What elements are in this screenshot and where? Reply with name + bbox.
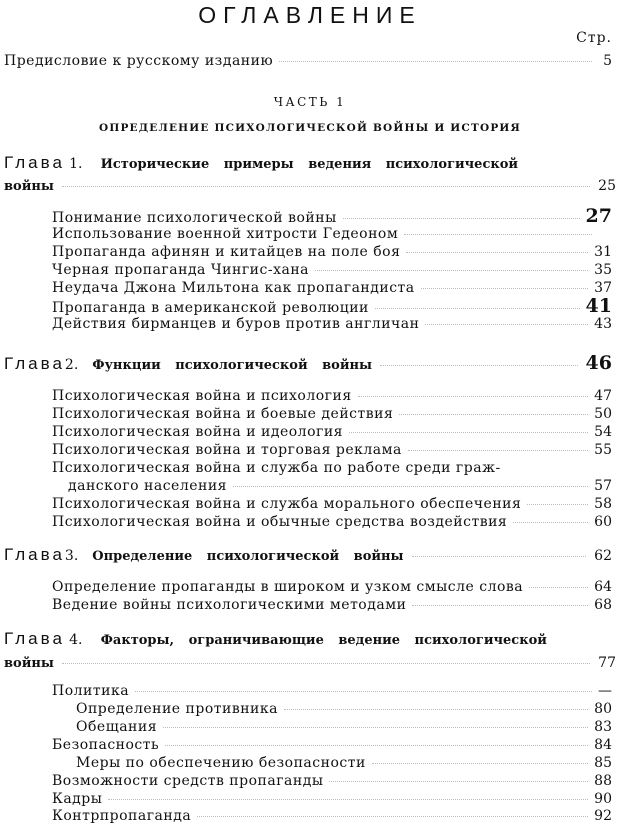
entry-text: Пропаганда афинян и китайцев на поле боя (52, 244, 401, 260)
chapter-number: 3. (64, 548, 79, 564)
leader-dots (412, 605, 588, 606)
toc-entry[interactable] (52, 513, 612, 531)
leader-dots (163, 727, 588, 728)
entry-text: Определение противника (76, 701, 278, 717)
entry-page: 68 (594, 597, 612, 613)
leader-dots (358, 396, 589, 397)
chapter-number: 2. (64, 357, 79, 373)
toc-entry[interactable] (52, 243, 612, 261)
toc-entry[interactable] (76, 718, 612, 736)
chapter-title: Определение психологической войны (92, 549, 404, 564)
toc-entry[interactable] (52, 387, 612, 405)
leader-dots (406, 252, 588, 253)
leader-dots (349, 432, 588, 433)
leader-dots (233, 486, 588, 487)
part-label: ЧАСТЬ 1 (273, 95, 347, 109)
leader-dots (372, 763, 588, 764)
toc-entry[interactable] (52, 261, 612, 279)
entry-page: 27 (585, 205, 612, 227)
entry-text: Обещания (76, 719, 158, 735)
leader-dots (165, 745, 588, 746)
entry-page: 41 (585, 295, 612, 317)
toc-entry[interactable] (52, 423, 612, 441)
chapter-title: Исторические примеры ведения психологической (100, 157, 519, 172)
chapter-word: Глава (4, 545, 65, 564)
leader-dots (408, 450, 588, 451)
toc-entry[interactable] (52, 315, 612, 333)
entry-page: 64 (594, 579, 612, 595)
leader-dots (425, 324, 588, 325)
entry-page: 84 (594, 737, 612, 753)
entry-text: Политика (52, 683, 130, 699)
chapter-heading[interactable] (4, 352, 616, 377)
entry-text: данского населения (68, 478, 228, 494)
entry-page: 50 (594, 406, 612, 422)
leader-dots (399, 414, 588, 415)
leader-dots (421, 288, 589, 289)
chapter-heading[interactable] (4, 544, 616, 568)
leader-dots (343, 218, 580, 219)
leader-dots (62, 186, 590, 187)
toc-entry[interactable] (52, 207, 612, 227)
entry-page: 85 (594, 755, 612, 771)
leader-dots (62, 663, 590, 664)
entry-page: 88 (594, 773, 612, 789)
entry-text: Психологическая война и идеология (52, 424, 343, 440)
chapter-word: Глава (4, 354, 65, 373)
entry-text: Определение пропаганды в широком и узком смысле слова (52, 579, 524, 595)
entry-page: — (598, 683, 612, 699)
toc-entry[interactable] (52, 297, 612, 317)
leader-dots (284, 709, 588, 710)
chapter-page: 62 (594, 548, 612, 564)
chapter-heading[interactable] (4, 628, 616, 652)
toc-entry[interactable] (52, 405, 612, 423)
part-subtitle: ОПРЕДЕЛЕНИЕ ПСИХОЛОГИЧЕСКОЙ ВОЙНЫ И ИСТОРИЯ (98, 122, 522, 134)
entry-text: Возможности средств пропаганды (52, 773, 324, 789)
leader-dots (375, 308, 580, 309)
entry-text: Безопасность (52, 737, 160, 753)
entry-text: Кадры (52, 791, 103, 807)
chapter-page: 77 (598, 655, 616, 671)
toc-entry[interactable] (52, 807, 612, 825)
page-column-label: Стр. (576, 30, 612, 46)
entry-page: 90 (594, 791, 612, 807)
chapter-title-cont: войны (4, 656, 54, 671)
chapter-page: 46 (585, 352, 612, 374)
entry-text: Понимание психологической войны (52, 210, 337, 226)
chapter-heading-cont[interactable] (4, 653, 616, 674)
entry-page: 55 (594, 442, 612, 458)
toc-entry[interactable] (52, 279, 612, 297)
toc-entry[interactable] (68, 477, 612, 495)
entry-page: 35 (594, 262, 612, 278)
entry-text: Контрпропаганда (52, 808, 192, 824)
toc-entry[interactable] (52, 682, 612, 700)
entry-page: 31 (594, 244, 612, 260)
page-title: ОГЛАВЛЕНИЕ (198, 2, 422, 28)
entry-page: 92 (594, 808, 612, 824)
entry-page: 60 (594, 514, 612, 530)
leader-dots (380, 365, 578, 366)
toc-entry-preface[interactable] (4, 52, 612, 70)
leader-dots (315, 270, 588, 271)
chapter-heading-cont[interactable] (4, 176, 616, 197)
chapter-title: Факторы, ограничивающие ведение психологической (100, 633, 547, 648)
entry-text: Предисловие к русскому изданию (4, 53, 274, 69)
entry-text: Действия бирманцев и буров против англичан (52, 316, 420, 332)
toc-entry[interactable] (52, 736, 612, 754)
leader-dots (529, 587, 588, 588)
entry-text: Психологическая война и обычные средства воздействия (52, 514, 508, 530)
chapter-word: Глава (4, 153, 65, 172)
entry-page: 58 (594, 496, 612, 512)
entry-page: 43 (594, 316, 612, 332)
toc-entry[interactable] (52, 578, 612, 596)
chapter-title: Функции психологической войны (92, 358, 373, 373)
toc-entry[interactable] (52, 790, 612, 808)
entry-text: Ведение войны психологическими методами (52, 597, 407, 613)
toc-entry[interactable] (52, 596, 612, 614)
entry-text: Пропаганда в американской революции (52, 300, 369, 316)
toc-entry[interactable] (76, 754, 612, 772)
entry-text: Неудача Джона Мильтона как пропагандиста (52, 280, 415, 296)
leader-dots (108, 799, 588, 800)
entry-page: 57 (594, 478, 612, 494)
leader-dots (279, 61, 592, 62)
entry-page: 54 (594, 424, 612, 440)
leader-dots (412, 556, 587, 557)
entry-text: Черная пропаганда Чингис-хана (52, 262, 309, 278)
leader-dots (329, 781, 588, 782)
leader-dots (197, 816, 588, 817)
chapter-word: Глава (4, 629, 65, 648)
toc-entry[interactable] (76, 700, 612, 718)
toc-entry[interactable] (52, 459, 612, 477)
toc-entry[interactable] (52, 441, 612, 459)
entry-text: Психологическая война и торговая реклама (52, 442, 402, 458)
entry-text: Меры по обеспечению безопасности (76, 755, 366, 771)
entry-page: 5 (603, 53, 612, 69)
entry-text: Использование военной хитрости Гедеоном (52, 226, 399, 242)
entry-text: Психологическая война и боевые действия (52, 406, 394, 422)
entry-text: Психологическая война и служба морального обеспечения (52, 496, 522, 512)
entry-text: Психологическая война и служба по работе среди граж- (52, 460, 501, 476)
entry-page: 80 (594, 701, 612, 717)
entry-page: 37 (594, 280, 612, 296)
leader-dots (513, 522, 588, 523)
leader-dots (135, 691, 592, 692)
entry-text: Психологическая война и психология (52, 388, 352, 404)
leader-dots (527, 504, 588, 505)
chapter-page: 25 (598, 178, 616, 194)
entry-page: 47 (594, 388, 612, 404)
toc-entry[interactable] (52, 495, 612, 513)
chapter-number: 4. (69, 632, 83, 648)
chapter-number: 1. (69, 156, 83, 172)
chapter-title-cont: войны (4, 179, 54, 194)
toc-entry[interactable] (52, 225, 612, 243)
entry-page: 83 (594, 719, 612, 735)
toc-entry[interactable] (52, 772, 612, 790)
leader-dots (404, 234, 592, 235)
chapter-heading[interactable] (4, 152, 616, 176)
